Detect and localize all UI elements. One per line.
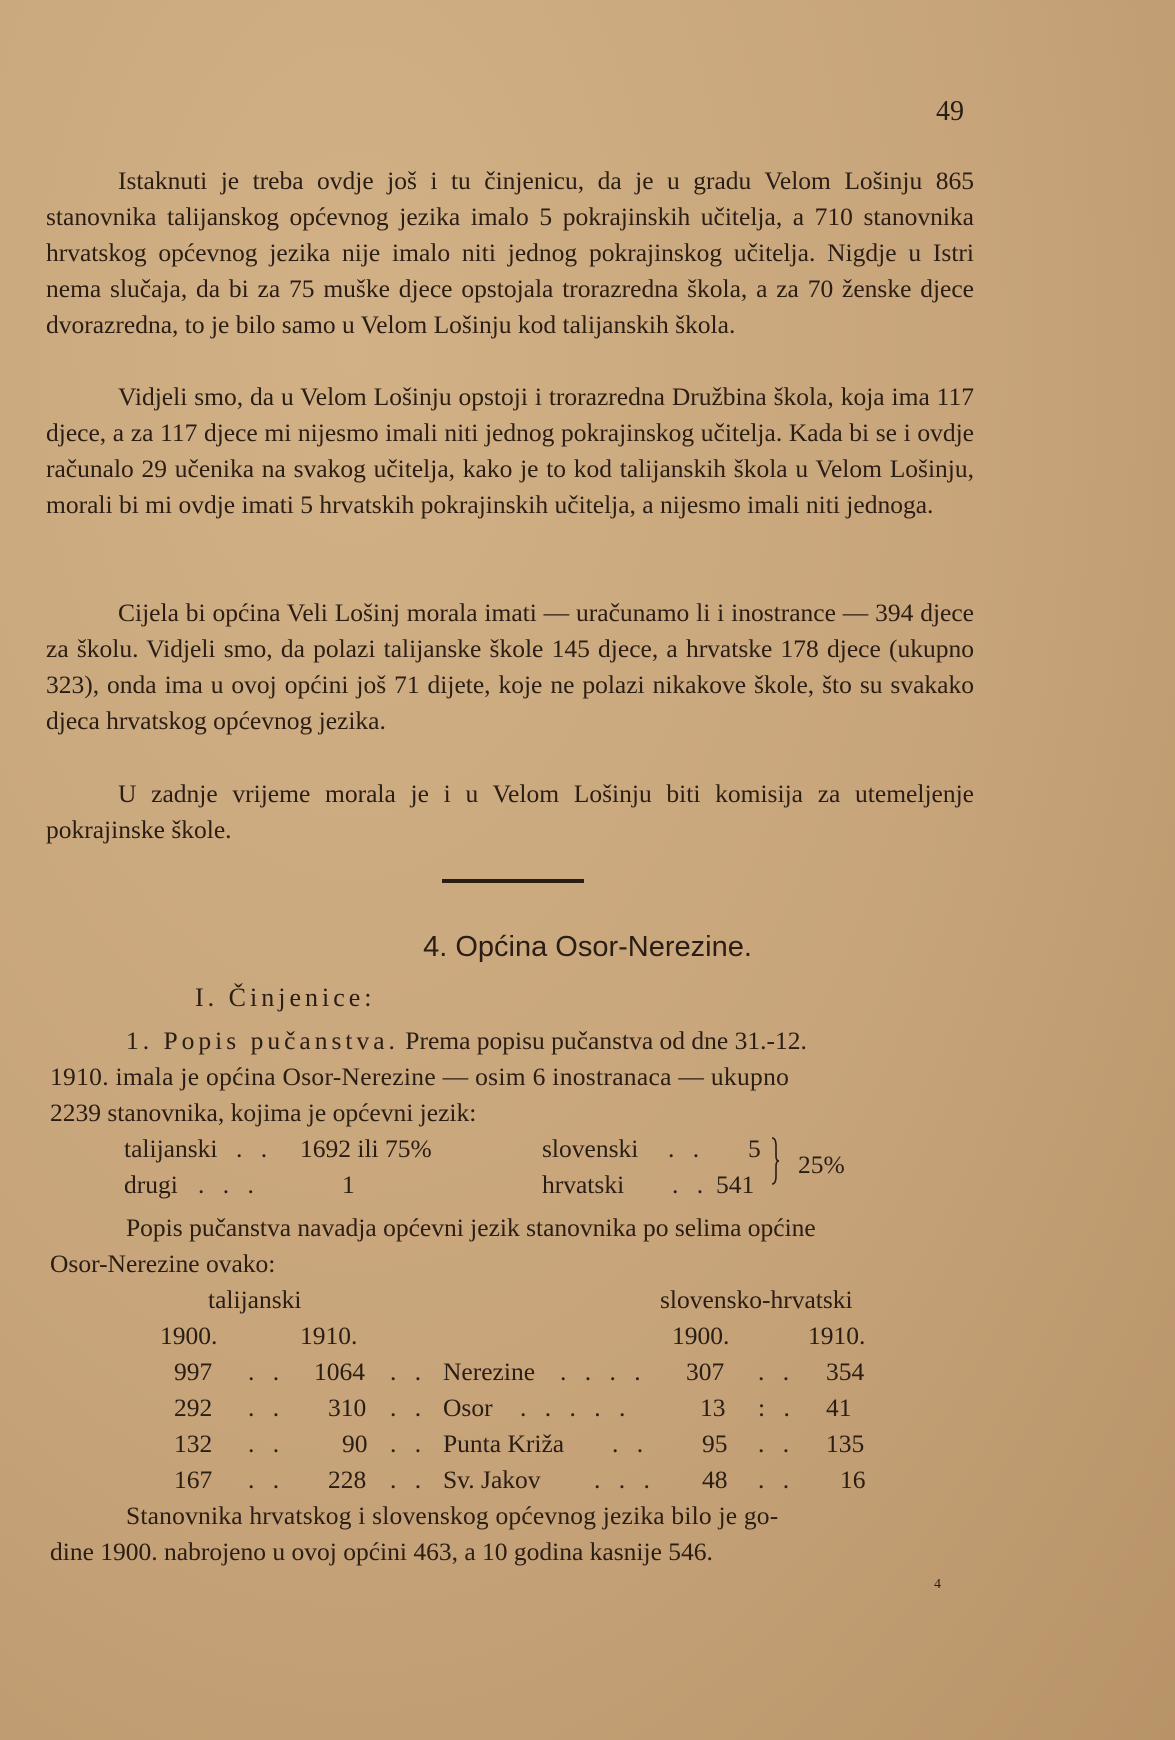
table-cell: 13 [700, 1393, 726, 1422]
table-village: Sv. Jakov [443, 1465, 541, 1494]
lang-dots: . . . [198, 1170, 260, 1199]
table-dots: . . [248, 1357, 286, 1386]
table-cell: 135 [826, 1429, 865, 1458]
section-heading: 4. Općina Osor-Nerezine. [423, 931, 752, 963]
table-cell: 132 [174, 1429, 213, 1458]
census-line-1-rest: Prema popisu pučanstva od dne 31.-12. [405, 1026, 807, 1055]
village-intro-line-2: Osor-Nerezine ovako: [50, 1249, 276, 1278]
table-group-talijanski: talijanski [208, 1285, 302, 1314]
census-line-1 [126, 1026, 807, 1056]
paragraph-1-text: Istaknuti je treba ovdje još i tu činjenicu, da je u gradu Velom Lošinju 865 stanovnika talijanskog općevnog jezika imalo 5 pokrajinskih učitelja, a 710 stanovnika hrvatskog općevnog jezika nije imalo niti jednog pokrajinskog učitelja. Nigdje u Istri nema slučaja, da bi za 75 muške djece opstojala trorazredna škola, a za 70 ženske djece dvorazredna, to je bilo samo u Velom Lošinju kod talijanskih škola. [46, 166, 974, 339]
table-dots: . . [248, 1429, 286, 1458]
lang-dots: . . [668, 1134, 706, 1163]
table-cell: 48 [702, 1465, 728, 1494]
table-dots: . . . . . [520, 1393, 632, 1422]
table-dots: . . [390, 1465, 428, 1494]
table-cell: 167 [174, 1465, 213, 1494]
table-cell: 90 [342, 1429, 368, 1458]
paragraph-4 [46, 776, 974, 848]
table-cell: 354 [826, 1357, 865, 1386]
year-header: 1900. [672, 1321, 730, 1350]
lang-slovenski-label: slovenski [542, 1134, 639, 1163]
year-header: 1910. [300, 1321, 358, 1350]
village-intro-line-1: Popis pučanstva navadja općevni jezik stanovnika po selima općine [126, 1213, 816, 1242]
table-cell: 997 [174, 1357, 213, 1386]
table-village: Osor [443, 1393, 493, 1422]
census-lead: 1. Popis pučanstva. [126, 1026, 399, 1055]
table-group-slovensko-hrvatski: slovensko-hrvatski [660, 1285, 853, 1314]
table-dots: . . [758, 1357, 796, 1386]
table-dots: . . . . [560, 1357, 647, 1386]
table-village: Punta Križa [443, 1429, 565, 1458]
lang-hrvatski-label: hrvatski [542, 1170, 625, 1199]
closing-line-1: Stanovnika hrvatskog i slovenskog općevnog jezika bilo je go- [126, 1501, 779, 1530]
lang-combined-pct: 25% [798, 1150, 845, 1179]
subheading: I. Činjenice: [195, 983, 376, 1012]
lang-slovenski-value: 5 [748, 1134, 761, 1163]
table-village: Nerezine [443, 1357, 536, 1386]
table-cell: 228 [328, 1465, 367, 1494]
table-dots: . . . [594, 1465, 656, 1494]
table-dots: : . [758, 1393, 796, 1422]
table-cell: 95 [702, 1429, 728, 1458]
paragraph-4-text: U zadnje vrijeme morala je i u Velom Lošinju biti komisija za utemeljenje pokrajinske škole. [46, 779, 974, 844]
table-dots: . . [758, 1465, 796, 1494]
lang-drugi-label: drugi [124, 1170, 178, 1199]
year-header: 1910. [808, 1321, 866, 1350]
lang-talijanski-value: 1692 ili 75% [300, 1134, 432, 1163]
closing-line-2: dine 1900. nabrojeno u ovoj općini 463, a 10 godina kasnije 546. [50, 1537, 713, 1566]
lang-drugi-value: 1 [342, 1170, 355, 1199]
table-dots: . . [390, 1393, 428, 1422]
lang-talijanski-label: talijanski [124, 1134, 218, 1163]
table-dots: . . [248, 1393, 286, 1422]
table-cell: 307 [686, 1357, 725, 1386]
table-cell: 41 [826, 1393, 852, 1422]
year-header: 1900. [160, 1321, 218, 1350]
paragraph-3 [46, 595, 974, 739]
table-dots: . . [390, 1357, 428, 1386]
table-cell: 310 [328, 1393, 367, 1422]
page-number: 49 [936, 96, 964, 127]
paragraph-1 [46, 163, 974, 343]
table-cell: 16 [840, 1465, 866, 1494]
paragraph-3-text: Cijela bi općina Veli Lošinj morala imati — uračunamo li i inostrance — 394 djece za školu. Vidjeli smo, da polazi talijanske škole 145 djece, a hrvatske 178 djece (ukupno 323), onda ima u ovoj općini još 71 dijete, koje ne polazi nikakove škole, što su svakako djeca hrvatskog općevnog jezika. [46, 598, 974, 735]
paragraph-2-text: Vidjeli smo, da u Velom Lošinju opstoji i trorazredna Družbina škola, koja ima 117 djece, a za 117 djece mi nijesmo imali niti jednog pokrajinskog učitelja. Kada bi se i ovdje računalo 29 učenika na svakog učitelja, kako je to kod talijanskih škola u Velom Lošinju, morali bi mi ovdje imati 5 hrvatskih pokrajinskih učitelja, a nijesmo imali niti jednoga. [46, 382, 974, 519]
census-line-2: 1910. imala je općina Osor-Nerezine — osim 6 inostranaca — ukupno [50, 1062, 790, 1091]
table-dots: . . [248, 1465, 286, 1494]
section-divider [442, 879, 584, 883]
curly-brace-icon [770, 1136, 780, 1186]
signature-mark: 4 [934, 1577, 941, 1592]
table-dots: . . [390, 1429, 428, 1458]
table-cell: 1064 [314, 1357, 365, 1386]
lang-hrvatski-value: 541 [716, 1170, 755, 1199]
lang-dots: . . [236, 1134, 274, 1163]
census-line-3: 2239 stanovnika, kojima je općevni jezik: [50, 1098, 477, 1127]
table-dots: . . [758, 1429, 796, 1458]
paragraph-2 [46, 379, 974, 523]
table-dots: . . [612, 1429, 650, 1458]
table-cell: 292 [174, 1393, 213, 1422]
lang-dots: . . [672, 1170, 710, 1199]
